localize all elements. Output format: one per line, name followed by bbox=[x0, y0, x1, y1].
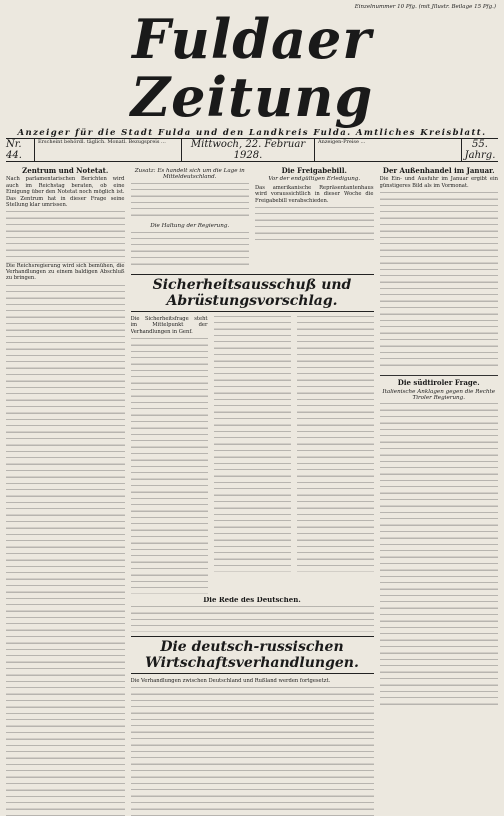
article-paragraph: Die Verhandlungen zwischen Deutschland und Rußland werden fortgesetzt. bbox=[130, 677, 331, 684]
article-columns bbox=[6, 166, 498, 816]
issue-number: Nr. 44. bbox=[6, 139, 35, 161]
article-heading: Zentrum und Notetat. bbox=[22, 166, 109, 175]
article-subheading: Die Haltung der Regierung. bbox=[150, 223, 230, 230]
ad-prices: Anzeigen-Preise ... bbox=[315, 139, 462, 161]
article-subheading: Vor der endgültigen Erledigung. bbox=[268, 176, 361, 183]
sec-col-2 bbox=[214, 316, 291, 594]
column-3 bbox=[255, 166, 374, 270]
article-heading: Der Außenhandel im Januar. bbox=[382, 166, 495, 175]
article-paragraph: Die Sicherheitsfrage steht im Mittelpunkt der Verhandlungen in Genf. bbox=[130, 315, 208, 335]
headline-russian: Die deutsch-russischen Wirtschaftsverhandlungen. bbox=[131, 636, 374, 674]
column-4 bbox=[380, 166, 499, 816]
article-subheading: Italienische Anklagen gegen die Rechte Tiroler Regierung. bbox=[382, 388, 496, 401]
issue-date: Mittwoch, 22. Februar 1928. bbox=[182, 139, 315, 161]
article-paragraph: Die Ein- und Ausfuhr im Januar ergibt ein günstigeres Bild als im Vormonat. bbox=[379, 176, 498, 189]
sec-col-1 bbox=[131, 316, 208, 594]
article-heading: Die Freigabebill. bbox=[281, 166, 347, 175]
column-1 bbox=[6, 166, 125, 816]
subscription-info: Erscheint behördl. täglich. Monatl. Bezugspreis ... bbox=[35, 139, 182, 161]
info-bar bbox=[6, 138, 498, 162]
article-heading: Zusatz: Es handelt sich um die Lage in Mitteldeutschland. bbox=[134, 168, 245, 181]
headline-security: Sicherheitsausschuß und Abrüstungsvorschlag. bbox=[131, 274, 374, 312]
price-note: Einzelnummer 10 Pfg. (mit Jllustr. Beilage 15 Pfg.) bbox=[354, 4, 496, 10]
middle-section bbox=[131, 166, 374, 816]
article-heading: Die Rede des Deutschen. bbox=[203, 596, 301, 604]
article-paragraph: Die Reichsregierung wird sich bemühen, die Verhandlungen zu einem baldigen Abschluß zu bringen. bbox=[6, 262, 125, 282]
newspaper-title: Fuldaer Zeitung bbox=[130, 7, 374, 129]
article-paragraph: Das amerikanische Repräsentantenhaus wird voraussichtlich in dieser Woche die Freigabebill verabschieden. bbox=[255, 184, 374, 204]
article-heading: Die südtiroler Frage. bbox=[397, 378, 480, 388]
article-paragraph: Nach parlamentarischen Berichten wird auch im Reichstag beraten, ob eine Einigung über den Notetat noch möglich ist. Das Zentrum hat in dieser Frage seine Stellung klar umrissen. bbox=[6, 176, 125, 209]
newspaper-subtitle: Anzeiger für die Stadt Fulda und den Landkreis Fulda. Amtliches Kreisblatt. bbox=[17, 128, 487, 138]
column-2 bbox=[131, 166, 250, 270]
sec-col-3 bbox=[297, 316, 374, 594]
volume-year: 55. Jahrg. bbox=[464, 139, 496, 161]
